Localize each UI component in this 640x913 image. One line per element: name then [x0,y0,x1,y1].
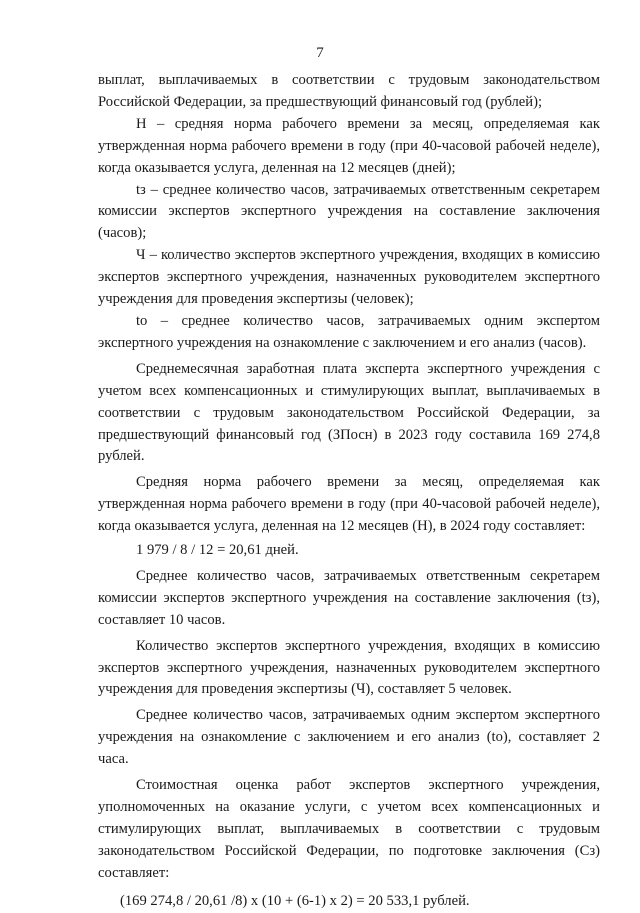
paragraph-average-salary: Среднемесячная заработная плата эксперта экспертного учреждения с учетом всех компенсационных и стимулирующих выплат, выплачиваемых в соответствии с трудовым законодательством Российской Федерации, за предшествующий финансовый год (ЗПосн) в 2023 году составила 169 274,8 рублей. [98,360,600,465]
paragraph-working-norm: Средняя норма рабочего времени за месяц, определяемая как утвержденная норма рабочего времени в году (при 40-часовой рабочей неделе), когда оказывается услуга, деленная на 12 месяцев (Н), в 2024 году составляет: [98,474,600,535]
paragraph-continuation: выплат, выплачиваемых в соответствии с трудовым законодательством Российской Федерации, за предшествующий финансовый год (рублей); [98,72,600,110]
paragraph-cost-estimate: Стоимостная оценка работ экспертов экспертного учреждения, уполномоченных на оказание услуги, с учетом всех компенсационных и стимулирующих выплат, выплачиваемых в соответствии с трудовым законодательством Российской Федерации, по подготовке заключения (Сз) составляет: [98,777,600,881]
paragraph-secretary-hours: Среднее количество часов, затрачиваемых ответственным секретарем комиссии экспертов экспертного учреждения на составление заключения (tз), составляет 10 часов. [98,567,600,628]
paragraph-definition-n: Н – средняя норма рабочего времени за месяц, определяемая как утвержденная норма рабочего времени в году (при 40-часовой рабочей неделе), когда оказывается услуга, деленная на 12 месяцев (дней); [98,115,600,176]
paragraph-definition-to: tо – среднее количество часов, затрачиваемых одним экспертом экспертного учреждения на ознакомление с заключением и его анализ (часов). [98,312,600,351]
document-body [98,70,600,913]
formula-working-norm: 1 979 / 8 / 12 = 20,61 дней. [136,542,299,559]
page-number: 7 [316,45,324,61]
paragraph-experts-count: Количество экспертов экспертного учреждения, входящих в комиссию экспертов экспертного учреждения, назначенных руководителем экспертного учреждения для проведения экспертизы (Ч), составляет 5 человек. [98,637,600,698]
formula-cost-estimate: (169 274,8 / 20,61 /8) х (10 + (6-1) х 2) = 20 533,1 рублей. [120,892,470,909]
paragraph-expert-hours: Среднее количество часов, затрачиваемых одним экспертом экспертного учреждения на ознакомление с заключением и его анализ (tо), составляет 2 часа. [98,707,600,768]
paragraph-definition-tz: tз – среднее количество часов, затрачиваемых ответственным секретарем комиссии экспертов экспертного учреждения на составление заключения (часов); [98,181,600,242]
paragraph-definition-ch: Ч – количество экспертов экспертного учреждения, входящих в комиссию экспертов экспертного учреждения, назначенных руководителем экспертного учреждения для проведения экспертизы (человек); [98,247,600,308]
